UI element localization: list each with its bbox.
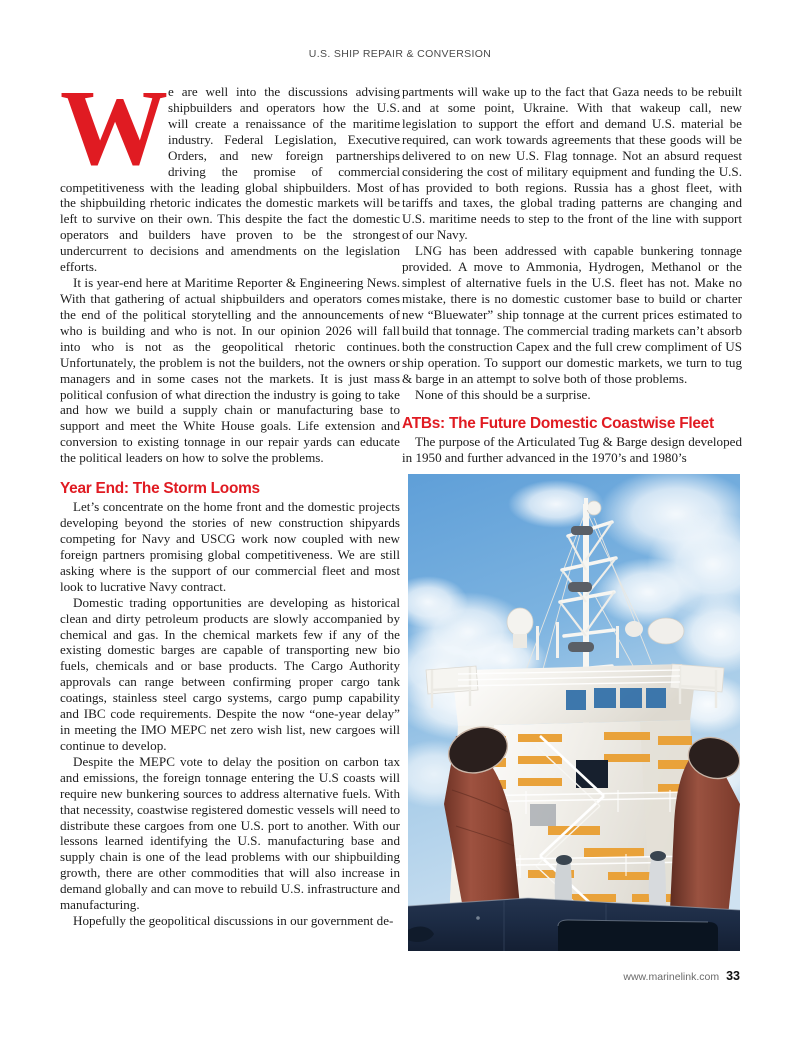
paragraph: Let’s concentrate on the home front and the domestic projects developing beyond the stories of new construction shipyards competing for Navy and USCG work now coupled with new foreign partners promising global competitiveness. We are still asking where is the support of our commercial fleet and most look to lucrative Navy contract. (60, 499, 400, 594)
paragraph-continued: Hopefully the geopolitical discussions in our government de- (73, 913, 394, 929)
ship-photo (408, 474, 740, 951)
bridge-windows (566, 688, 666, 710)
section-heading-year-end: Year End: The Storm Looms (60, 480, 260, 498)
paragraph: It is year-end here at Maritime Reporter & Engineering News. With that gathering of actual shipbuilders and operators comes the end of the political storytelling and the announcements of who is building and who is not. In our opinion 2026 will fall into who is not as the geopolitical rhetoric continues. Unfortunately, the problem is not the builders, not the owners or managers and in some cases not the markets. It is just mass political confusion of what direction the industry is going to take and how we build a supply chain or manufacturing base to support and meet the White House goals. Life extension and conversion to existing tonnage in our repair yards can educate the political leaders on how to solve the problems. (60, 275, 400, 466)
paragraph-text: e are well into the discussions advising shipbuilders and operators how the U.S. will create a renaissance of the maritime industry. Federal Legislation, Executive Orders, and new foreign partnerships driving the promise of commercial competitiveness with the leading global shipbuilders. Most of the shipbuilding rhetoric indicates the domestic markets will be left to survive on their own. This despite the fact the domestic operators and builders have proven to be the strongest undercurrent to decisions and amendments on the legislation efforts. (60, 84, 400, 275)
page-footer (0, 969, 740, 983)
section-heading-atbs: ATBs: The Future Domestic Coastwise Fleet (402, 415, 714, 433)
paragraph-continuation: partments will wake up to the fact that Gaza needs to be rebuilt and at some point, Ukraine. With that wakeup call, new legislation to support the effort and demand U.S. material be required, can work towards agreements that these goods will be delivered to on new U.S. Flag tonnage. Not an absurd request considering the cost of military equipment and funding the U.S. has provided to both regions. Russia has a ghost fleet, with tariffs and taxes, the global trading patterns are changing and U.S. maritime needs to step to the front of the line with support of our Navy. (402, 84, 742, 243)
paragraph (60, 69, 400, 275)
paragraph: The purpose of the Articulated Tug & Barge design developed in 1950 and further advanced in the 1970’s and 1980’s (402, 434, 742, 466)
drop-cap: W (60, 69, 164, 188)
footer-website[interactable]: www.marinelink.com (623, 971, 720, 983)
paragraph: Domestic trading opportunities are developing as historical clean and dirty petroleum products are slowly accompanied by chemical and gas. In the chemical markets few if any of the existing domestic barges are capable of transporting new bio fuels, chemicals and or base products. The Cargo Authority approvals can range between confirming proper cargo tank coatings, stainless steel cargo systems, cargo pump capability and IBC code requirements. Despite the now “one-year delay” in meeting the IMO MEPC net zero wish list, new cargoes will continue to develop. (60, 594, 400, 753)
column-right (402, 84, 742, 466)
paragraph: Despite the MEPC vote to delay the position on carbon tax and emissions, the foreign tonnage entering the U.S coasts will require new bunkering sources to address alternative fuels. With that necessity, coastwise registered domestic vessels will need to distribute these cargoes from one U.S. port to another. With our lessons learned identifying the U.S. manufacturing base and supply chain is one of the lead problems with our shipbuilding growth, there are other commodities that will also increase in demand globally and can move to rebuild U.S. infrastructure and manufacturing. (60, 753, 400, 913)
page-number: 33 (726, 969, 740, 983)
paragraph: None of this should be a surprise. (415, 386, 591, 402)
bridge-deck (426, 664, 724, 726)
running-head: U.S. SHIP REPAIR & CONVERSION (308, 48, 492, 60)
ship-photo-illustration (408, 474, 740, 951)
column-left (60, 69, 400, 929)
paragraph: LNG has been addressed with capable bunkering tonnage provided. A move to Ammonia, Hydrogen, Methanol or the simplest of alternative fuels in the U.S. fleet has not. Make no mistake, there is no domestic customer base to build or charter new “Bluewater” ship tonnage at the current prices estimated to build that tonnage. The commercial trading markets can’t absorb both the construction Capex and the full crew compliment of US ship operation. To support our domestic markets, we turn to tug & barge in an attempt to solve both of those problems. (402, 243, 742, 386)
